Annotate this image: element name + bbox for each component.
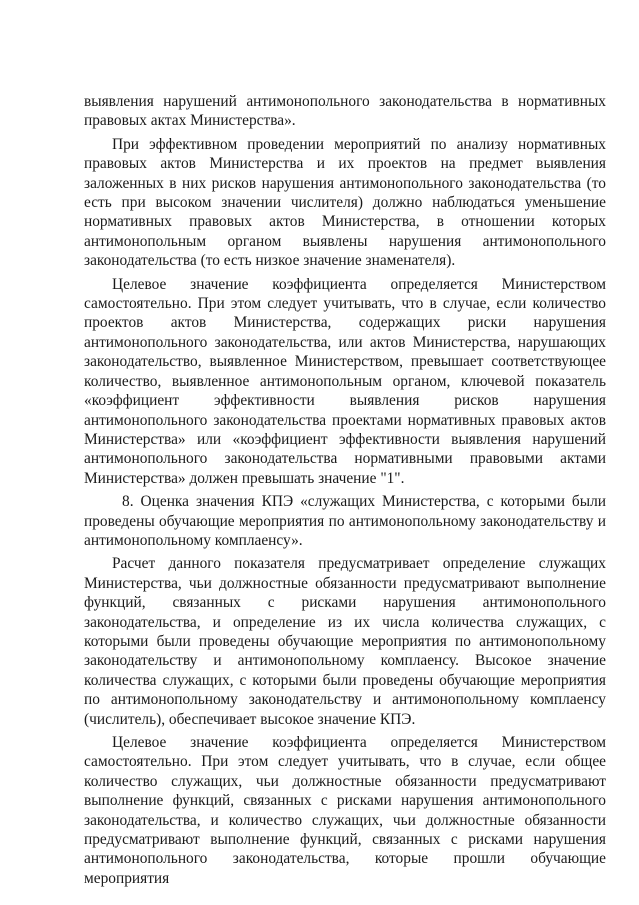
paragraph-target-value-2: Целевое значение коэффициента определяется Министерством самостоятельно. При этом следует учитывать, что в случае, если общее количество служащих, чьи должностные обязанности предусматривают выполнение функций, связанных с рисками нарушения антимонопольного законодательства, и количество служащих, чьи должностные обязанности предусматривают выполнение функций, связанных с рисками нарушения антимонопольного законодательства, которые прошли обучающие мероприятия (84, 734, 606, 887)
paragraph-item-8-heading: 8. Оценка значения КПЭ «служащих Министерства, с которыми были проведены обучающие мероприятия по антимонопольному законодательству и антимонопольному комплаенсу». (84, 493, 606, 549)
paragraph-continuation: выявления нарушений антимонопольного законодательства в нормативных правовых актах Министерства». (84, 93, 606, 130)
document-body (84, 92, 606, 888)
paragraph-target-value-1: Целевое значение коэффициента определяется Министерством самостоятельно. При этом следует учитывать, что в случае, если количество проектов актов Министерства, содержащих риски нарушения антимонопольного законодательства, или актов Министерства, нарушающих законодательство, выявленное Министерством, превышает соответствующее количество, выявленное антимонопольным органом, ключевой показатель «коэффициент эффективности выявления рисков нарушения антимонопольного законодательства проектами нормативных правовых актов Министерства» или «коэффициент эффективности выявления нарушений антимонопольного законодательства нормативными правовыми актами Министерства» должен превышать значение "1". (84, 275, 606, 487)
paragraph-effective-measures: При эффективном проведении мероприятий по анализу нормативных правовых актов Министерства и их проектов на предмет выявления заложенных в них рисков нарушения антимонопольного законодательства (то есть при высоком значении числителя) должно наблюдаться уменьшение нормативных правовых актов Министерства, в отношении которых антимонопольным органом выявлены нарушения антимонопольного законодательства (то есть низкое значение знаменателя). (84, 135, 606, 270)
paragraph-calculation: Расчет данного показателя предусматривает определение служащих Министерства, чьи должностные обязанности предусматривают выполнение функций, связанных с рисками нарушения антимонопольного законодательства, и определение из их числа количества служащих, с которыми были проведены обучающие мероприятия по антимонопольному законодательству и антимонопольному комплаенсу. Высокое значение количества служащих, с которыми были проведены обучающие мероприятия по антимонопольному законодательству и антимонопольному комплаенсу (числитель), обеспечивает высокое значение КПЭ. (84, 555, 606, 728)
